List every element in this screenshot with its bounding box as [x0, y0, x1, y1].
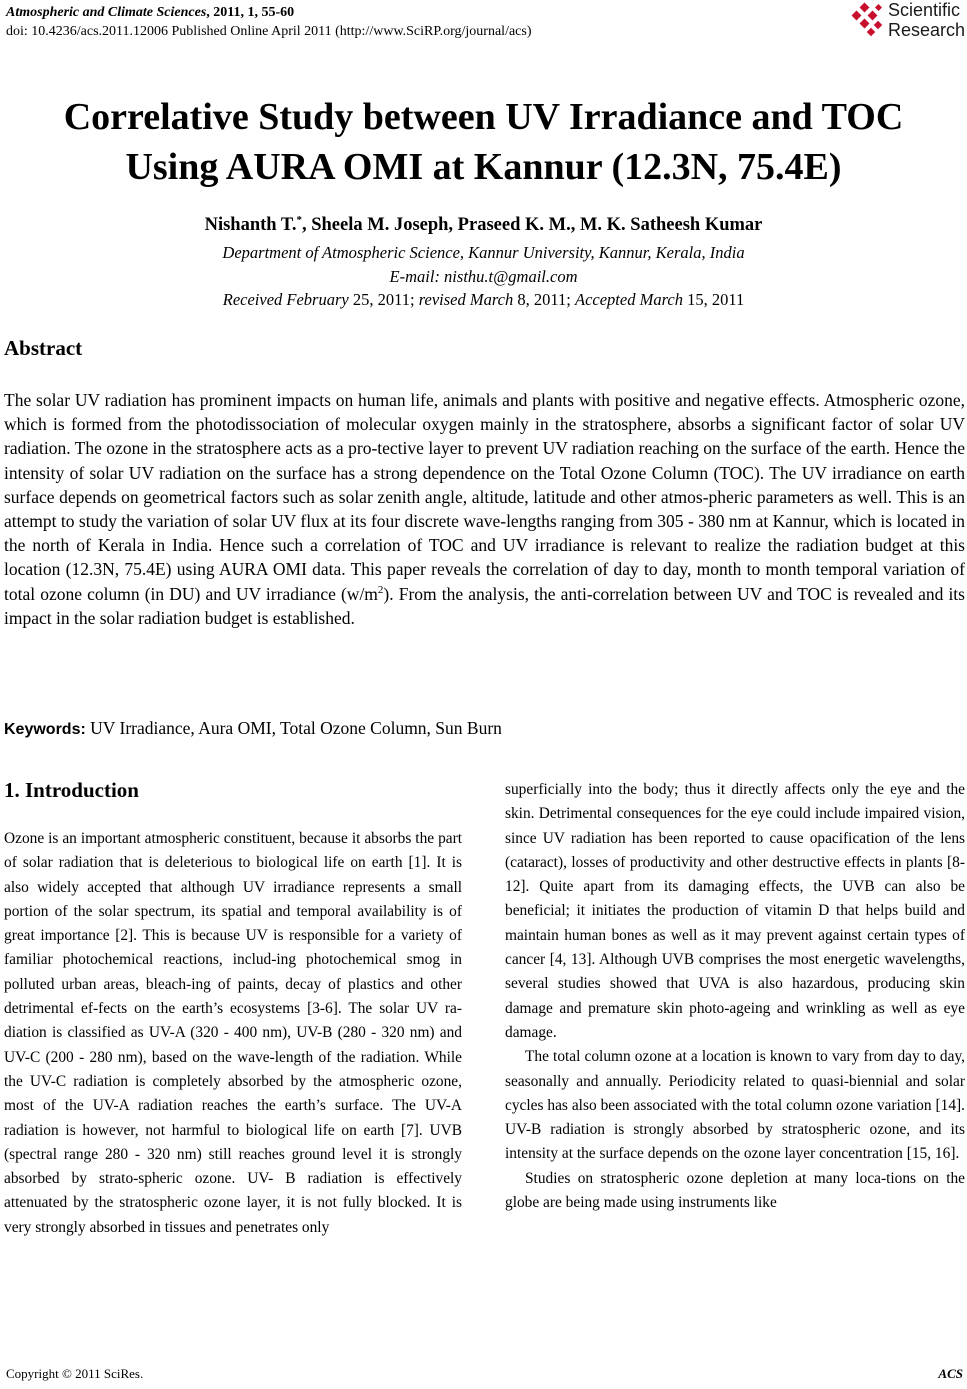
keywords-label: Keywords: — [4, 721, 86, 738]
abstract-body-1: The solar UV radiation has prominent impacts on human life, animals and plants with positive and negative effects. Atmospheric ozone, which is formed from the photodissociation of molecular oxygen mainly in the stratosphere, absorbs a significant factor of solar UV radiation. The ozone in the stratosphere acts as a pro-tective layer to prevent UV radiation reaching on the surface of the earth. Hence the intensity of solar UV radiation on the surface has a strong dependence on the Total Ozone Column (TOC). The UV irradiance on earth surface depends on geometrical factors such as solar zenith angle, altitude, latitude and other atmos-pheric parameters as well. This is an attempt to study the variation of solar UV flux at its four discrete wave-lengths ranging from 305 - 380 nm at Kannur, which is located in the north of Kerala in India. Hence such a correlation of TOC and UV irradiance is relevant to realize the radiation budget at this location (12.3N, 75.4E) using AURA OMI data. This paper reveals the correlation of day to day, month to month temporal variation of total ozone column (in DU) and UV irradiance (w/m — [4, 390, 965, 604]
logo-text-scientific: Scientific — [888, 0, 961, 20]
logo-text-research: Research — [888, 20, 966, 40]
title-line-1: Correlative Study between UV Irradiance and TOC — [63, 96, 904, 138]
doi-line: doi: 10.4236/acs.2011.12006 Published Online April 2011 (http://www.SciRP.org/journal/acs) — [6, 24, 532, 39]
first-author: Nishanth T. — [204, 215, 297, 235]
revised-date: 8, 2011; — [513, 290, 575, 309]
intro-paragraph: superficially into the body; thus it directly affects only the eye and the skin. Detrimental consequences for the eye could include impaired vision, since UV radiation has been reported to cause opacification of the lens (cataract), losses of productivity and other destructive effects in plants [8-12]. Quite apart from its damaging effects, the UVB can also be beneficial; it initiates the production of vitamin D that helps build and maintain human bones as well as it may prevent against certain types of cancer [4, 13]. Although UVB comprises the most energetic wavelengths, several studies showed that UVA is also hazardous, producing skin damage and premature skin photo-ageing and wrinkling as well as eye damage. — [505, 781, 965, 1041]
affiliation: Department of Atmospheric Science, Kannur University, Kannur, Kerala, India — [222, 243, 745, 262]
introduction-heading: 1. Introduction — [4, 778, 139, 802]
abstract-body-2: ). From the analysis, the anti-correlation between UV and TOC is revealed and its impact in the solar radiation budget is established. — [4, 583, 965, 628]
received-label: Received February — [222, 290, 349, 309]
copyright-footer: Copyright © 2011 SciRes. — [6, 1366, 144, 1381]
revised-label: revised March — [418, 290, 514, 309]
other-authors: , Sheela M. Joseph, Praseed K. M., M. K. Satheesh Kumar — [301, 215, 763, 235]
running-header — [6, 3, 532, 41]
email-label: E-mail — [389, 266, 435, 286]
intro-paragraph: The total column ozone at a location is known to vary from day to day, seasonally and annually. Periodicity related to quasi-biennial and solar cycles has also been associated with the total column ozone variation [14]. UV-B radiation is strongly absorbed by stratospheric ozone, and its intensity at the surface depends on the ozone layer concentration [15, 16]. — [505, 1048, 965, 1163]
affiliation-block — [0, 241, 967, 312]
journal-abbreviation: ACS — [938, 1366, 963, 1381]
dates-line — [0, 288, 967, 312]
journal-name: Atmospheric and Climate Sciences — [6, 5, 207, 20]
abstract-text — [4, 388, 965, 630]
intro-right-column — [505, 778, 965, 1215]
scientific-research-logo-icon — [848, 2, 886, 42]
accepted-label: Accepted March — [575, 290, 683, 309]
keywords — [4, 718, 502, 739]
corresponding-mark: * — [296, 213, 302, 226]
email[interactable]: : nisthu.t@gmail.com — [434, 266, 578, 286]
title-line-2: Using AURA OMI at Kannur (12.3N, 75.4E) — [125, 146, 842, 188]
publisher-logo — [848, 0, 967, 44]
author-list — [0, 215, 967, 236]
intro-paragraph: Studies on stratospheric ozone depletion at many loca-tions on the globe are being made using instruments like — [505, 1169, 965, 1212]
accepted-date: 15, 2011 — [682, 290, 745, 309]
paper-title — [0, 92, 967, 192]
journal-volume: , 2011, 1, 55-60 — [206, 5, 295, 20]
intro-left-column: Ozone is an important atmospheric constituent, because it absorbs the part of solar radiation that is deleterious to biological life on earth [1]. It is also widely accepted that although UV irradiance represents a small portion of the solar spectrum, its spatial and temporal availability is of great importance [2]. This is because UV is responsible for a variety of familiar photochemical reactions, includ-ing photochemical smog in polluted urban areas, bleach-ing of paints, decay of plastics and other detrimental ef-fects on the earth’s ecosystems [3-6]. The solar UV ra-diation is classified as UV-A (320 - 400 nm), UV-B (280 - 320 nm) and UV-C (200 - 280 nm), based on the wave-length of the radiation. While the UV-C radiation is completely absorbed by the atmospheric ozone, most of the UV-A radiation reaches the earth’s surface. The UV-A radiation is however, not harmful to biological life on earth [7]. UVB (spectral range 280 - 320 nm) still reaches ground level it is strongly absorbed by strato-spheric ozone. UV- B radiation is effectively attenuated by the stratospheric ozone layer, it is not fully blocked. It is very strongly absorbed in tissues and penetrates only — [4, 830, 462, 1236]
email-line — [0, 265, 967, 289]
abstract-superscript: 2 — [377, 583, 384, 596]
received-date: 25, 2011; — [348, 290, 419, 309]
keywords-text: UV Irradiance, Aura OMI, Total Ozone Column, Sun Burn — [85, 718, 502, 738]
abstract-heading: Abstract — [4, 336, 83, 360]
